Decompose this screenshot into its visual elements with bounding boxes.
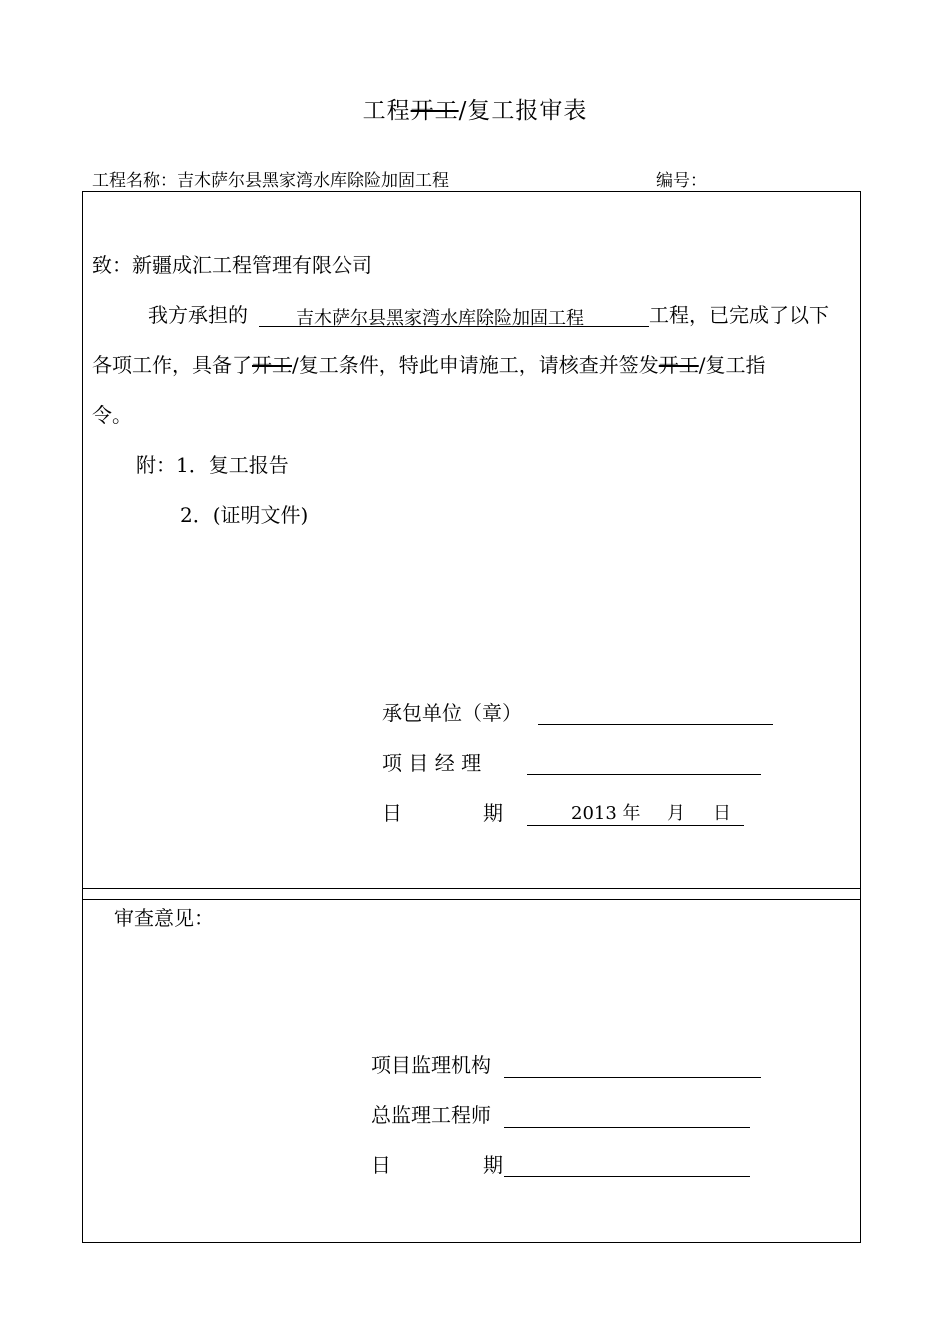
date-day: 日 [713, 803, 731, 824]
contractor-label: 承包单位（章） [382, 701, 522, 725]
para-line2 [92, 349, 766, 378]
contractor-line [538, 724, 773, 725]
para-start: 我方承担的 [148, 303, 248, 327]
para-after-fill: 工程，已完成了以下 [649, 303, 829, 327]
date-line [527, 825, 744, 826]
review-date-line [504, 1176, 750, 1177]
review-date-label-1: 日 [371, 1153, 391, 1177]
para-line2-a: 各项工作，具备了 [92, 353, 252, 377]
title-part2: /复工报审表 [458, 98, 588, 124]
project-fill-line [259, 326, 649, 327]
project-name-row [92, 166, 449, 191]
addressee-prefix: 致： [92, 253, 132, 277]
chief-engineer-line [504, 1127, 750, 1128]
addressee-company: 新疆成汇工程管理有限公司 [132, 253, 372, 277]
para-line2-struck1: 开工 [252, 353, 292, 377]
pm-label: 项 目 经 理 [382, 751, 482, 775]
chief-engineer-label: 总监理工程师 [371, 1103, 491, 1127]
para-line2-b: /复工条件，特此申请施工，请核查并签发 [292, 353, 659, 377]
date-label-1: 日 [382, 801, 402, 825]
date-label-2: 期 [483, 801, 503, 825]
review-opinion-label: 审查意见： [114, 906, 214, 930]
para-line2-struck2: 开工 [658, 353, 699, 377]
title-part1: 工程 [362, 98, 411, 124]
review-date-label-2: 期 [483, 1153, 503, 1177]
project-name-label: 工程名称： [92, 171, 177, 191]
number-label: 编号： [656, 171, 707, 191]
supervision-org-line [504, 1077, 761, 1078]
section-divider-top [82, 888, 861, 889]
date-year: 2013 年 [571, 803, 641, 824]
attachment-2: 2．(证明文件) [180, 503, 309, 527]
supervision-org-label: 项目监理机构 [371, 1053, 491, 1077]
section-divider-bottom [82, 899, 861, 900]
para-line2-c: /复工指 [698, 353, 766, 377]
date-month: 月 [667, 803, 685, 824]
project-name-value: 吉木萨尔县黑家湾水库除险加固工程 [177, 171, 449, 191]
page-title [0, 92, 950, 125]
title-struck: 开工 [410, 98, 459, 124]
addressee [92, 249, 372, 278]
pm-line [527, 774, 761, 775]
para-line3: 令。 [92, 403, 132, 427]
project-fill: 吉木萨尔县黑家湾水库除险加固工程 [296, 308, 584, 329]
attachment-1: 附：1．复工报告 [136, 453, 289, 477]
